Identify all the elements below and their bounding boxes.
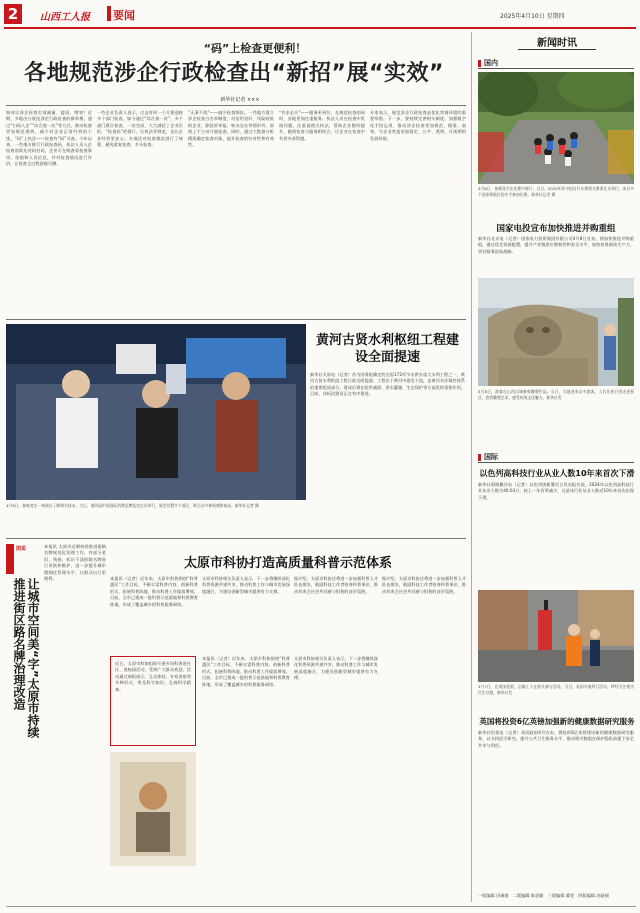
story2-title: 以色列高科技行业从业人数10年来首次下滑	[479, 469, 635, 478]
feature-tag-bar	[6, 544, 14, 574]
story3-text: 新华社伦敦电（记者）英国政府4月宣布，将投资6亿英镑建设新的健康数据研究服务，以支持医学研究，提升公共卫生服务水平，推动相关数据在保护隐私前提下安全共享与利用。	[478, 730, 634, 748]
lead-column-5: 专家表示，规范涉企行政检查是优化营商环境的重要举措。下一步，要持续完善相关制度，加强数字化手段运用，推动涉企检查更加规范、精准、高效，为企业营造更加稳定、公平、透明、可预期的发展环境。	[370, 110, 466, 141]
lead-byline: 新华社记者 ×××	[220, 97, 260, 103]
news-brief-title: 新闻时讯	[537, 38, 577, 49]
photo3-caption: 4月7日，在英国伦敦，运输工人在街头参与活动。当日，英国多地举行活动，呼吁关注相关民生议题。新华社发	[478, 684, 634, 695]
science-text-2: 太原市科协相关负责人表示，下一步将继续深化科普资源共建共享，推动科普工作与城市发展深度融合，为建设创新型城市提供有力支撑。	[202, 576, 290, 594]
footer-rule	[6, 906, 636, 907]
section-name: 要闻	[113, 9, 135, 22]
bottom-rule	[6, 538, 466, 539]
info-box	[110, 656, 196, 746]
science-col-b: 本报讯（记者）近年来，太原市科协围绕“科普惠民”工作目标，不断丰富科普内容、创新科普形式、拓展科普阵地，推动科普工作提质增效。目前，全市已建成一批科普示范基地和科普教育阵地，形成了覆盖城乡的科普服务网络。	[202, 656, 290, 687]
story1-title: 国家电投宣布加快推进并购重组	[496, 224, 616, 234]
feature-text: 本报讯 太原市近期持续推进街路名牌规范化治理工作，对部分老旧、残损、标识不清的路名牌进行更换和维护，进一步提升城市精细化管理水平，让群众出行更便利。	[44, 544, 106, 582]
international-label	[478, 452, 634, 463]
column-divider	[471, 32, 472, 902]
london-street-photo	[478, 590, 634, 682]
section-marker	[107, 6, 111, 21]
editors-footer: 一版编辑 田瑞群 二版编辑 陈思颖 三版编辑 冀雯 四版编辑 苏晓丽	[478, 893, 609, 898]
domestic-label-text: 国内	[484, 59, 498, 67]
science-col-d: 据介绍，太原市科协还将进一步加强科普人才队伍建设，鼓励科技工作者投身科普事业，推动形成全社会共同参与科普的良好氛围。	[382, 576, 466, 594]
expo-photo	[6, 324, 306, 500]
dateline: 2025年4月10日 星期四	[500, 13, 565, 20]
news-brief-header	[478, 34, 636, 52]
news-brief-underline	[518, 49, 596, 50]
story1-text: 新华社北京电（记者）国家电力投资集团有限公司4月8日宣布，将加快推进并购重组，通过优化资源配置，提升产业链供应链韧性和安全水平，加快培育新质生产力，更好服务国家战略。	[478, 236, 634, 254]
lead-title: 各地规范涉企行政检查出“新招”展“实效”	[24, 61, 444, 86]
lead-column-4: “有求必应”——服务更到位。在规范检查的同时，各地更加注重服务。执法人员在检查中发现问题，注重说理式执法，帮助企业整改提升，做到检查与服务相结合，让企业在检查中有更多获得感。	[279, 110, 365, 141]
photo2-caption: 4月8日，游客在山西运城参观雕塑作品。当日，当地迎来众多游客，人们在春日里走进景区，欣赏雕塑艺术，感受传统文化魅力。新华社发	[478, 389, 634, 400]
science-text: 本报讯（记者）近年来，太原市科协围绕“科普惠民”工作目标，不断丰富科普内容、创新科普形式、拓展科普阵地，推动科普工作提质增效。目前，全市已建成一批科普示范基地和科普教育阵地，形成了覆盖城乡的科普服务网络。	[110, 576, 198, 607]
lead-subtitle: “码”上检查更便利！	[203, 42, 307, 55]
lead-column-3: “无事不扰”——减少检查频次。一些地方建立涉企检查白名单制度，对信用良好、风险较低的企业，除投诉举报、转办交办等情形外，原则上不主动开展检查。同时，通过大数据分析精准确定检查对象，提升检查的针对性和有效性。	[188, 110, 274, 148]
masthead-rule	[4, 27, 636, 29]
lead-column-2: 一些企业负责人表示，过去有时一个月要迎接多个部门检查，如今通过“综合查一次”，多个部门联合检查，一次完成，大大减轻了企业负担。“检查码”的推行，让执法更规范，也让企业经营更安心。多地还对检查频次进行了统筹，避免重复检查、多头检查。	[97, 110, 183, 148]
section-rule	[6, 319, 466, 320]
info-box-text: 近日，太原市科协组织开展多场科普进社区、进校园活动，受到广大群众欢迎。活动通过展板展示、互动体验、专家讲座等多种形式，普及科学知识，弘扬科学精神。	[115, 661, 191, 692]
expo-photo-caption: 4月8日，参观者在一家展台了解相关技术。当日，第四届中国国际消费品博览会在京举行，展会设置多个展区，吸引众多参展商和观众。新华社记者 摄	[6, 503, 259, 508]
yellow-river-text: 新华社太原电（记者）作为国务院确定的全国172项节水供水重大水利工程之一，黄河古贤水利枢纽工程日前全面提速。工程位于黄河中游北干流，是黄河水沙调控体系的重要组成部分，建成后将在防洪减淤、供水灌溉、生态保护等方面发挥重要作用。目前，各标段建设正在有序推进。	[310, 372, 465, 397]
international-label-text: 国际	[484, 453, 498, 461]
story3-title: 英国将投资6亿英镑加强新的健康数据研究服务	[479, 717, 635, 726]
feature-tag: 图说	[16, 546, 27, 552]
lead-rule	[6, 105, 466, 106]
sculpture-photo	[478, 278, 634, 386]
feature-vertical-title: 让城市空间美“字”太原市持续推进街区路名牌治理改造	[12, 578, 40, 738]
science-photo	[110, 752, 196, 866]
page-number: 2	[4, 4, 22, 24]
domestic-label	[478, 58, 634, 69]
photo1-caption: 4月8日，参赛选手在比赛中骑行。当日，2025年环中国自行车赛相关赛事在京举行，来自多个国家和地区的车手参加比赛。新华社记者 摄	[478, 186, 634, 197]
story2-text: 新华社耶路撒冷电（记者）以色列创新署近日发布报告说，2024年以色列高科技行业从业人数为40.03万，较上一年有所减少，这是该行业从业人数近10年来首次出现下滑。	[478, 482, 634, 500]
cycling-race-photo	[478, 72, 634, 184]
science-text-3: 据介绍，太原市科协还将进一步加强科普人才队伍建设，鼓励科技工作者投身科普事业，推动形成全社会共同参与科普的良好氛围。	[294, 576, 378, 594]
yellow-river-title: 黄河古贤水利枢纽工程建设全面提速	[315, 333, 459, 365]
science-title: 太原市科协打造高质量科普示范体系	[183, 556, 392, 571]
science-col-c: 太原市科协相关负责人表示，下一步将继续深化科普资源共建共享，推动科普工作与城市发展深度融合，为建设创新型城市提供有力支撑。	[294, 656, 378, 681]
paper-name: 山西工人报	[40, 12, 90, 23]
lead-column-1: 如何让涉企检查实现减量、提质、增效？近期，多地出台规范涉企行政检查的新举措，通过“扫码入企”“综合查一次”等方式，推动检查更加规范透明，减少对企业正常经营的干扰。“码”上执法——检查有“码”可查。今年以来，一些地方推行行政检查码，执法人员入企检查前需先亮码扫码，企业可在线查看检查事项、依据和人员信息，并对检查情况进行评价，让检查全过程留痕可溯。	[6, 110, 92, 167]
